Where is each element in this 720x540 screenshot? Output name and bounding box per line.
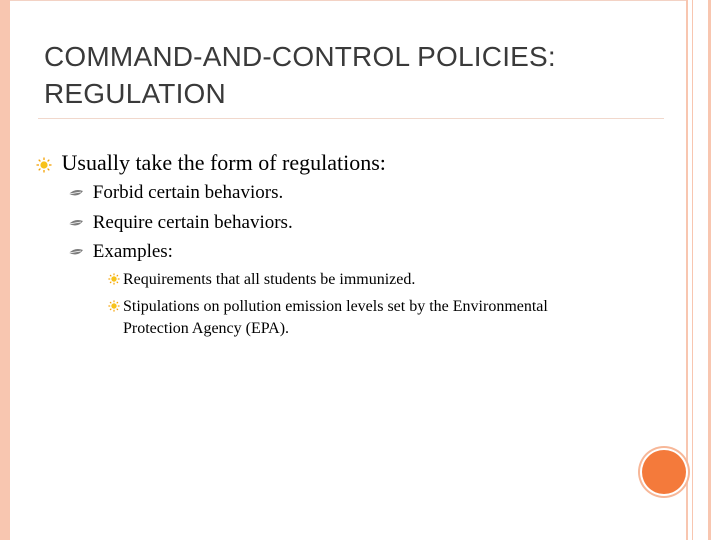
sun-icon [108,273,120,285]
bullet-level-2-text: Require certain behaviors. [92,212,293,233]
bullet-level-2 [68,240,173,264]
left-border-decoration [0,0,10,540]
leaf-icon [68,248,84,258]
bullet-level-1 [36,149,386,177]
bullet-level-3 [108,269,608,291]
title-line-2: REGULATION [44,78,226,109]
bullet-level-2-text: Forbid certain behaviors. [92,182,284,203]
bullet-level-2 [68,181,283,205]
leaf-icon [68,219,84,229]
bullet-level-2 [68,211,293,235]
right-border-inner-decoration [686,0,688,540]
top-border-decoration [10,0,686,1]
orange-circle-decoration [642,450,686,494]
right-border-inner2-decoration [692,0,693,540]
bullet-level-3 [108,296,608,340]
title-divider [38,118,664,119]
bullet-level-2-text: Examples: [92,241,173,262]
bullet-level-3-text: Requirements that all students be immunized. [123,271,416,288]
right-border-outer-decoration [708,0,711,540]
leaf-icon [68,189,84,199]
slide-title [44,38,664,112]
bullet-level-1-text: Usually take the form of regulations: [61,150,386,175]
bullet-level-3-text: Stipulations on pollution emission levels set by the Environmental Protection Agency (EPA). [123,298,548,337]
sun-icon [36,157,52,173]
title-line-1: COMMAND-AND-CONTROL POLICIES: [44,41,556,72]
sun-icon [108,300,120,312]
